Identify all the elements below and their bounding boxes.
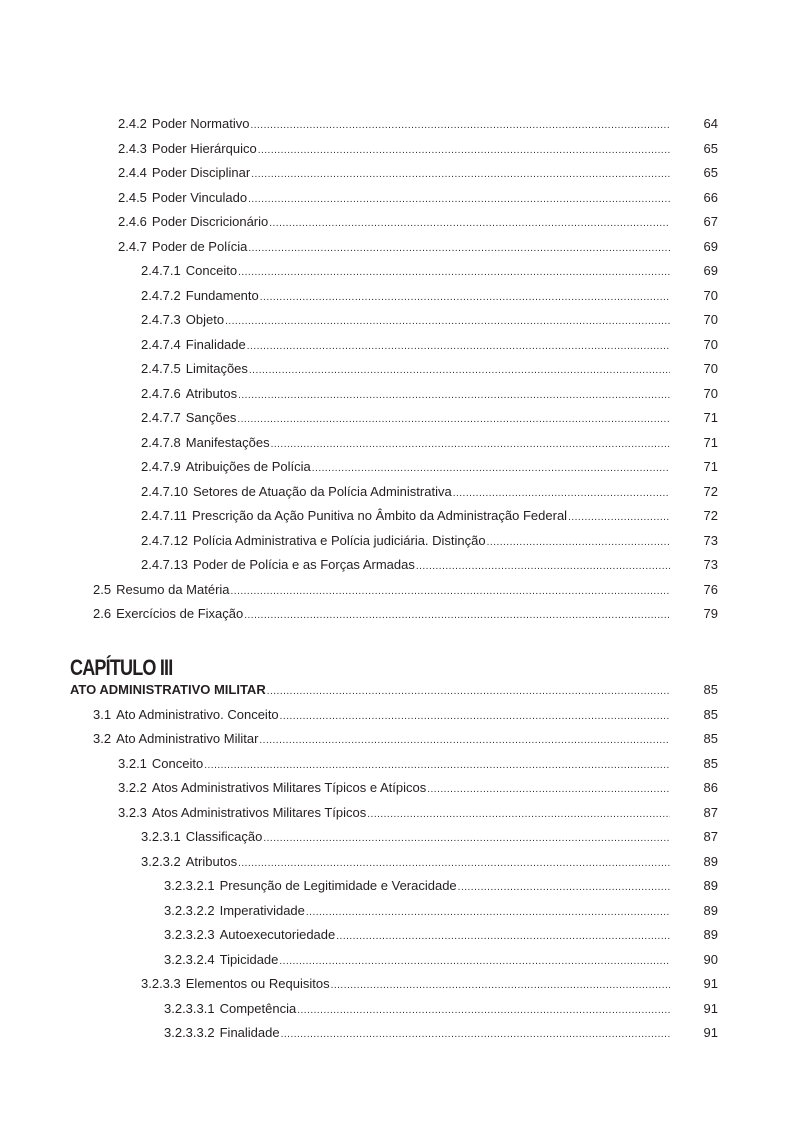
- toc-entry[interactable]: [141, 974, 670, 994]
- toc-entry[interactable]: [118, 237, 670, 257]
- entry-title: Atos Administrativos Militares Típicos e Atípicos: [151, 780, 427, 795]
- entry-number: 3.2.3.3: [141, 976, 181, 991]
- toc-entry[interactable]: [93, 705, 670, 725]
- dot-leader: [306, 903, 670, 923]
- toc-entry[interactable]: [118, 754, 670, 774]
- entry-title: Poder Hierárquico: [151, 140, 257, 156]
- entry-number: 3.2.3.3.2: [164, 1025, 215, 1040]
- entry-number: 3.2.1: [118, 755, 147, 771]
- dot-leader: [259, 731, 670, 751]
- entry-number: 2.4.7.7: [141, 410, 181, 425]
- toc-entry[interactable]: [141, 359, 670, 379]
- dot-leader: [248, 239, 670, 259]
- dot-leader: [238, 386, 670, 406]
- toc-entry[interactable]: [118, 778, 670, 798]
- toc-entry[interactable]: [141, 852, 670, 872]
- dot-leader: [260, 288, 670, 308]
- dot-leader: [367, 805, 670, 825]
- dot-leader: [487, 533, 670, 553]
- entry-page-number: 85: [703, 682, 718, 697]
- toc-entry[interactable]: [141, 261, 670, 281]
- entry-page-number: 89: [703, 853, 718, 869]
- entry-number: 2.4.4: [118, 165, 147, 180]
- entry-number: 2.4.3: [118, 140, 147, 156]
- entry-page-number: 70: [703, 336, 718, 352]
- toc-entry[interactable]: [141, 384, 670, 404]
- toc-entry[interactable]: [118, 212, 670, 232]
- entry-page-number: 90: [703, 951, 718, 967]
- entry-number: 2.4.7.6: [141, 385, 181, 401]
- entry-number: 2.4.7.13: [141, 557, 188, 572]
- entry-page-number: 70: [703, 361, 718, 376]
- toc-entry[interactable]: [141, 286, 670, 306]
- toc-entry[interactable]: [141, 310, 670, 330]
- entry-number: 2.4.7.4: [141, 336, 181, 352]
- toc-entry[interactable]: [164, 950, 670, 970]
- entry-title: Tipicidade: [219, 951, 279, 967]
- entry-number: 2.4.7.10: [141, 483, 188, 499]
- entry-page-number: 89: [703, 878, 718, 893]
- dot-leader: [238, 854, 670, 874]
- entry-title: Finalidade: [185, 336, 246, 352]
- entry-title: Objeto: [185, 312, 225, 327]
- toc-entry[interactable]: [141, 531, 670, 551]
- dot-leader: [250, 116, 670, 136]
- toc-entry[interactable]: [164, 1023, 670, 1043]
- dot-leader: [238, 263, 670, 283]
- entry-title: Limitações: [185, 361, 248, 376]
- entry-title: Poder Normativo: [151, 116, 250, 131]
- entry-title: Resumo da Matéria: [116, 581, 230, 597]
- dot-leader: [269, 214, 670, 234]
- entry-number: 3.2.3.2.4: [164, 951, 215, 967]
- entry-page-number: 89: [703, 902, 718, 918]
- dot-leader: [231, 582, 670, 602]
- entry-title: Conceito: [151, 755, 204, 771]
- entry-title: Fundamento: [185, 287, 259, 303]
- dot-leader: [244, 606, 670, 626]
- entry-number: 2.4.7.1: [141, 263, 181, 278]
- toc-entry[interactable]: [141, 827, 670, 847]
- entry-title: Poder de Polícia e as Forças Armadas: [193, 557, 415, 572]
- entry-title: Atribuições de Polícia: [185, 459, 311, 474]
- entry-page-number: 71: [703, 410, 718, 425]
- dot-leader: [458, 878, 670, 898]
- dot-leader: [271, 435, 670, 455]
- entry-number: 3.2.3.1: [141, 829, 181, 844]
- entry-page-number: 70: [703, 385, 718, 401]
- entry-page-number: 72: [703, 508, 718, 523]
- entry-number: 2.4.7.3: [141, 312, 181, 327]
- toc-entry[interactable]: [141, 555, 670, 575]
- dot-leader: [281, 1025, 670, 1045]
- entry-title: Presunção de Legitimidade e Veracidade: [219, 878, 457, 893]
- dot-leader: [263, 829, 670, 849]
- dot-leader: [312, 459, 670, 479]
- entry-page-number: 66: [703, 189, 718, 205]
- entry-page-number: 70: [703, 312, 718, 327]
- entry-title: Prescrição da Ação Punitiva no Âmbito da Administração Federal: [192, 508, 568, 523]
- entry-page-number: 85: [703, 731, 718, 746]
- entry-page-number: 65: [703, 140, 718, 156]
- dot-leader: [225, 312, 670, 332]
- entry-title: Elementos ou Requisitos: [185, 976, 330, 991]
- entry-number: 3.2.3.2.3: [164, 927, 215, 942]
- dot-leader: [267, 682, 670, 702]
- dot-leader: [279, 952, 670, 972]
- entry-page-number: 86: [703, 780, 718, 795]
- entry-number: 2.4.6: [118, 214, 147, 229]
- entry-number: 2.4.5: [118, 189, 147, 205]
- dot-leader: [251, 165, 670, 185]
- entry-number: 3.2.2: [118, 780, 147, 795]
- toc-entry[interactable]: [93, 580, 670, 600]
- entry-title: Exercícios de Fixação: [116, 606, 244, 621]
- toc-entry[interactable]: [141, 335, 670, 355]
- entry-number: 2.6: [93, 606, 112, 621]
- entry-number: 3.2.3.2.2: [164, 902, 215, 918]
- toc-entry[interactable]: [118, 163, 670, 183]
- entry-page-number: 91: [703, 1000, 718, 1016]
- entry-page-number: 72: [703, 483, 718, 499]
- entry-page-number: 91: [703, 1025, 718, 1040]
- toc-entry[interactable]: [118, 139, 670, 159]
- entry-title: Atributos: [185, 385, 238, 401]
- entry-page-number: 87: [703, 804, 718, 820]
- entry-number: 2.4.7.9: [141, 459, 181, 474]
- toc-entry[interactable]: [93, 604, 670, 624]
- toc-entry[interactable]: [164, 999, 670, 1019]
- toc-entry[interactable]: [141, 457, 670, 477]
- entry-number: 2.5: [93, 581, 112, 597]
- dot-leader: [248, 190, 670, 210]
- toc-entry[interactable]: [141, 408, 670, 428]
- entry-title: Autoexecutoriedade: [219, 927, 336, 942]
- entry-title: Poder Disciplinar: [151, 165, 251, 180]
- entry-title: Competência: [219, 1000, 297, 1016]
- entry-number: 2.4.7.8: [141, 434, 181, 450]
- toc-entry[interactable]: [141, 482, 670, 502]
- entry-title: Manifestações: [185, 434, 270, 450]
- dot-leader: [237, 410, 670, 430]
- entry-page-number: 79: [703, 606, 718, 621]
- entry-title: Finalidade: [219, 1025, 280, 1040]
- entry-number: 2.4.7: [118, 238, 147, 254]
- entry-number: 3.2.3.2: [141, 853, 181, 869]
- entry-page-number: 85: [703, 755, 718, 771]
- entry-number: 3.1: [93, 706, 112, 722]
- dot-leader: [247, 337, 670, 357]
- entry-page-number: 71: [703, 434, 718, 450]
- dot-leader: [258, 141, 670, 161]
- entry-title: Imperatividade: [219, 902, 305, 918]
- entry-page-number: 64: [703, 116, 718, 131]
- entry-page-number: 76: [703, 581, 718, 597]
- entry-page-number: 67: [703, 214, 718, 229]
- toc-entry[interactable]: [93, 729, 670, 749]
- entry-title: Ato Administrativo Militar: [116, 731, 259, 746]
- dot-leader: [568, 508, 670, 528]
- dot-leader: [427, 780, 670, 800]
- entry-number: 2.4.2: [118, 116, 147, 131]
- toc-entry[interactable]: [141, 433, 670, 453]
- dot-leader: [280, 707, 670, 727]
- toc-entry[interactable]: [118, 114, 670, 134]
- entry-number: 3.2.3.3.1: [164, 1000, 215, 1016]
- dot-leader: [204, 756, 670, 776]
- entry-title: Setores de Atuação da Polícia Administrativa: [193, 483, 452, 499]
- entry-title: Classificação: [185, 829, 263, 844]
- dot-leader: [331, 976, 670, 996]
- entry-number: 2.4.7.12: [141, 532, 188, 548]
- dot-leader: [336, 927, 670, 947]
- entry-page-number: 69: [703, 263, 718, 278]
- entry-page-number: 69: [703, 238, 718, 254]
- toc-entry[interactable]: [141, 506, 670, 526]
- entry-number: 3.2.3: [118, 804, 147, 820]
- dot-leader: [297, 1001, 670, 1021]
- entry-number: 2.4.7.2: [141, 287, 181, 303]
- chapter-heading: CAPÍTULO III: [70, 655, 173, 680]
- entry-page-number: 85: [703, 706, 718, 722]
- entry-number: 2.4.7.5: [141, 361, 181, 376]
- toc-entry[interactable]: [118, 803, 670, 823]
- entry-page-number: 73: [703, 557, 718, 572]
- toc-entry-chapter[interactable]: [70, 680, 670, 700]
- toc-entry[interactable]: [164, 876, 670, 896]
- toc-entry[interactable]: [118, 188, 670, 208]
- entry-title: Ato Administrativo. Conceito: [116, 706, 279, 722]
- entry-page-number: 73: [703, 532, 718, 548]
- toc-entry[interactable]: [164, 925, 670, 945]
- entry-page-number: 71: [703, 459, 718, 474]
- entry-number: 3.2: [93, 731, 112, 746]
- entry-title: Atributos: [185, 853, 238, 869]
- entry-title: Atos Administrativos Militares Típicos: [151, 804, 367, 820]
- entry-page-number: 87: [703, 829, 718, 844]
- entry-title: Poder de Polícia: [151, 238, 248, 254]
- entry-page-number: 91: [703, 976, 718, 991]
- entry-title: Polícia Administrativa e Polícia judiciária. Distinção: [193, 532, 486, 548]
- entry-title: ATO ADMINISTRATIVO MILITAR: [70, 682, 266, 697]
- entry-number: 3.2.3.2.1: [164, 878, 215, 893]
- entry-title: Conceito: [185, 263, 238, 278]
- entry-title: Sanções: [185, 410, 237, 425]
- entry-page-number: 89: [703, 927, 718, 942]
- entry-page-number: 70: [703, 287, 718, 303]
- entry-title: Poder Vinculado: [151, 189, 248, 205]
- toc-entry[interactable]: [164, 901, 670, 921]
- dot-leader: [249, 361, 670, 381]
- dot-leader: [453, 484, 670, 504]
- entry-title: Poder Discricionário: [151, 214, 269, 229]
- entry-page-number: 65: [703, 165, 718, 180]
- dot-leader: [416, 557, 670, 577]
- entry-number: 2.4.7.11: [141, 508, 188, 523]
